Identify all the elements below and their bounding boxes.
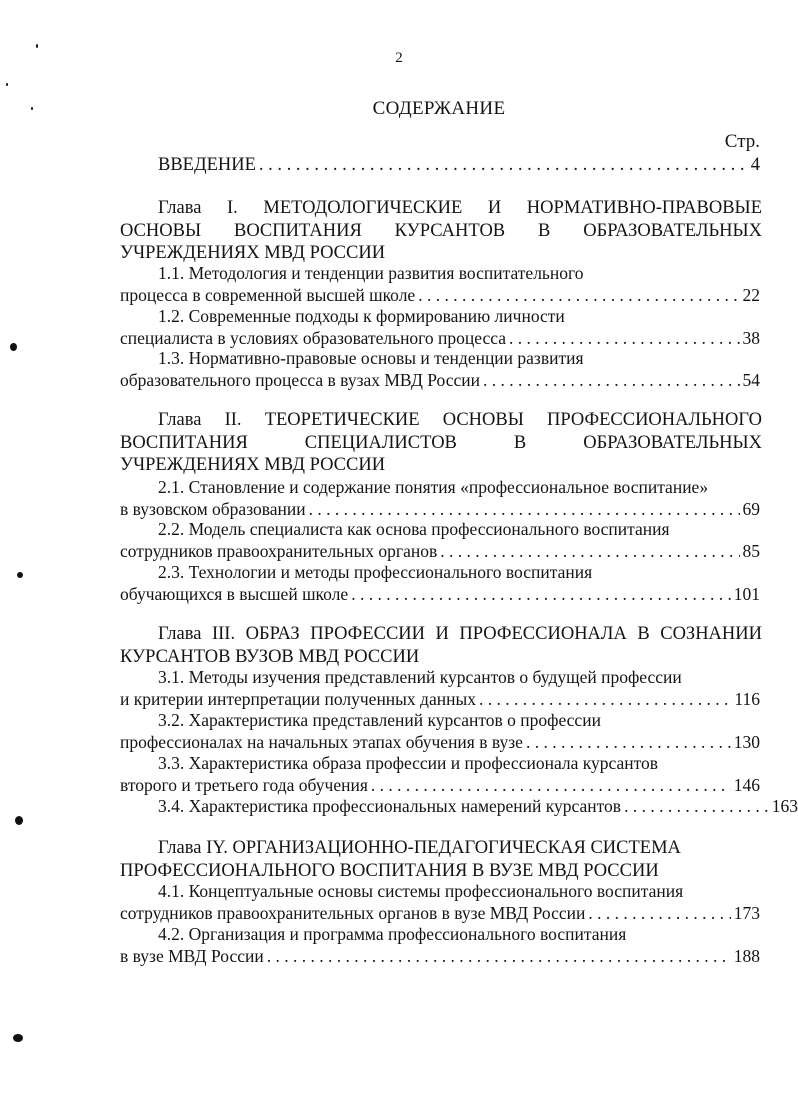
toc-section-4-1[interactable] xyxy=(120,880,760,924)
toc-entry-page: 22 xyxy=(742,285,760,305)
chapter-3-heading[interactable] xyxy=(120,623,762,668)
toc-entry-page: 69 xyxy=(742,499,760,519)
chapter-1-heading[interactable] xyxy=(120,197,762,265)
leader-dots xyxy=(267,945,731,967)
scan-speck xyxy=(17,572,23,578)
section-title-line: сотрудников правоохранительных органов xyxy=(120,541,438,561)
section-title-line: 4.1. Концептуальные основы системы профессионального воспитания xyxy=(158,881,684,901)
toc-section-3-2[interactable] xyxy=(120,709,760,753)
toc-entry-page: 54 xyxy=(742,370,760,390)
scan-speck xyxy=(36,44,38,48)
chapter-2-heading[interactable] xyxy=(120,409,762,477)
chapter-heading-line: УЧРЕЖДЕНИЯХ МВД РОССИИ xyxy=(120,455,386,475)
leader-dots xyxy=(371,774,731,796)
leader-dots xyxy=(526,731,731,753)
section-title-line: 4.2. Организация и программа профессионального воспитания xyxy=(158,924,627,944)
leader-dots xyxy=(351,583,731,605)
toc-intro-entry[interactable] xyxy=(158,154,760,176)
chapter-heading-line: ОСНОВЫ ВОСПИТАНИЯ КУРСАНТОВ В ОБРАЗОВАТЕЛЬНЫХ xyxy=(120,220,762,241)
toc-entry-page: 38 xyxy=(742,328,760,348)
section-title-line: 2.2. Модель специалиста как основа профессионального воспитания xyxy=(158,519,670,539)
toc-section-2-3[interactable] xyxy=(120,561,760,605)
section-title-line: образовательного процесса в вузах МВД России xyxy=(120,370,480,390)
chapter-heading-line: Глава III. ОБРАЗ ПРОФЕССИИ И ПРОФЕССИОНАЛА В СОЗНАНИИ xyxy=(158,624,762,644)
section-title-line: обучающихся в высшей школе xyxy=(120,584,349,604)
toc-entry-page: 85 xyxy=(742,541,760,561)
toc-entry-page: 163 xyxy=(771,796,798,816)
leader-dots xyxy=(479,688,731,710)
section-title-line: 1.2. Современные подходы к формированию личности xyxy=(158,306,565,326)
page-column-label: Стр. xyxy=(724,131,760,152)
chapter-heading-line: Глава II. ТЕОРЕТИЧЕСКИЕ ОСНОВЫ ПРОФЕССИОНАЛЬНОГО xyxy=(158,410,762,430)
section-title-line: 2.1. Становление и содержание понятия «профессиональное воспитание» xyxy=(158,477,709,497)
chapter-heading-line: Глава IY. ОРГАНИЗАЦИОННО-ПЕДАГОГИЧЕСКАЯ СИСТЕМА xyxy=(158,838,681,858)
toc-section-2-1[interactable] xyxy=(120,476,760,520)
section-title-line: сотрудников правоохранительных органов в вузе МВД России xyxy=(120,903,586,923)
toc-entry-page: 146 xyxy=(733,775,760,795)
section-title-line: 1.1. Методология и тенденции развития воспитательного xyxy=(158,263,584,283)
section-title-line: второго и третьего года обучения xyxy=(120,775,368,795)
section-title-line: специалиста в условиях образовательного процесса xyxy=(120,328,506,348)
toc-section-3-3[interactable] xyxy=(120,752,760,796)
chapter-heading-line: ПРОФЕССИОНАЛЬНОГО ВОСПИТАНИЯ В ВУЗЕ МВД РОССИИ xyxy=(120,860,659,881)
toc-section-3-1[interactable] xyxy=(120,666,760,710)
leader-dots xyxy=(624,795,769,817)
toc-section-2-2[interactable] xyxy=(120,518,760,562)
scan-speck xyxy=(15,816,23,825)
toc-section-1-1[interactable] xyxy=(120,262,760,306)
section-title-line: 2.3. Технологии и методы профессионального воспитания xyxy=(158,562,593,582)
section-title-line: 1.3. Нормативно-правовые основы и тенденции развития xyxy=(158,348,584,368)
toc-section-1-2[interactable] xyxy=(120,305,760,349)
toc-entry-page: 130 xyxy=(733,732,760,752)
page-number: 2 xyxy=(395,50,403,66)
leader-dots xyxy=(309,498,740,520)
toc-entry-page: 116 xyxy=(734,689,760,709)
section-title-line: и критерии интерпретации полученных данных xyxy=(120,689,476,709)
section-title-line: в вузовском образовании xyxy=(120,499,306,519)
toc-section-4-2[interactable] xyxy=(120,923,760,967)
chapter-heading-line: Глава I. МЕТОДОЛОГИЧЕСКИЕ И НОРМАТИВНО-ПРАВОВЫЕ xyxy=(158,198,762,218)
leader-dots xyxy=(588,902,730,924)
toc-entry-page: 173 xyxy=(733,903,760,923)
chapter-heading-line: УЧРЕЖДЕНИЯХ МВД РОССИИ xyxy=(120,243,386,263)
toc-section-3-4[interactable] xyxy=(120,795,798,817)
chapter-heading-line: ВОСПИТАНИЯ СПЕЦИАЛИСТОВ В ОБРАЗОВАТЕЛЬНЫХ xyxy=(120,432,762,453)
section-title-line: в вузе МВД России xyxy=(120,946,264,966)
toc-entry-page: 188 xyxy=(733,946,760,966)
section-title-line: процесса в современной высшей школе xyxy=(120,285,416,305)
scan-speck xyxy=(10,343,17,351)
section-title-line: 3.1. Методы изучения представлений курсантов о будущей профессии xyxy=(158,667,682,687)
leader-dots xyxy=(509,327,740,349)
scan-speck xyxy=(31,107,33,110)
chapter-4-heading[interactable] xyxy=(120,837,762,882)
toc-entry-page: 101 xyxy=(733,584,760,604)
page-title: СОДЕРЖАНИЕ xyxy=(372,98,506,119)
leader-dots xyxy=(418,284,739,306)
leader-dots xyxy=(440,540,739,562)
section-title-line: 3.2. Характеристика представлений курсантов о профессии xyxy=(158,710,601,730)
toc-section-1-3[interactable] xyxy=(120,347,760,391)
toc-entry-page: 4 xyxy=(750,155,760,175)
section-title-line: 3.4. Характеристика профессиональных намерений курсантов xyxy=(158,796,622,816)
leader-dots xyxy=(259,154,748,176)
section-title-line: профессионалах на начальных этапах обучения в вузе xyxy=(120,732,523,752)
scan-speck xyxy=(13,1034,23,1042)
leader-dots xyxy=(483,369,740,391)
toc-entry-title: ВВЕДЕНИЕ xyxy=(158,155,256,175)
chapter-heading-line: КУРСАНТОВ ВУЗОВ МВД РОССИИ xyxy=(120,646,420,667)
section-title-line: 3.3. Характеристика образа профессии и профессионала курсантов xyxy=(158,753,659,773)
scan-speck xyxy=(6,83,8,86)
